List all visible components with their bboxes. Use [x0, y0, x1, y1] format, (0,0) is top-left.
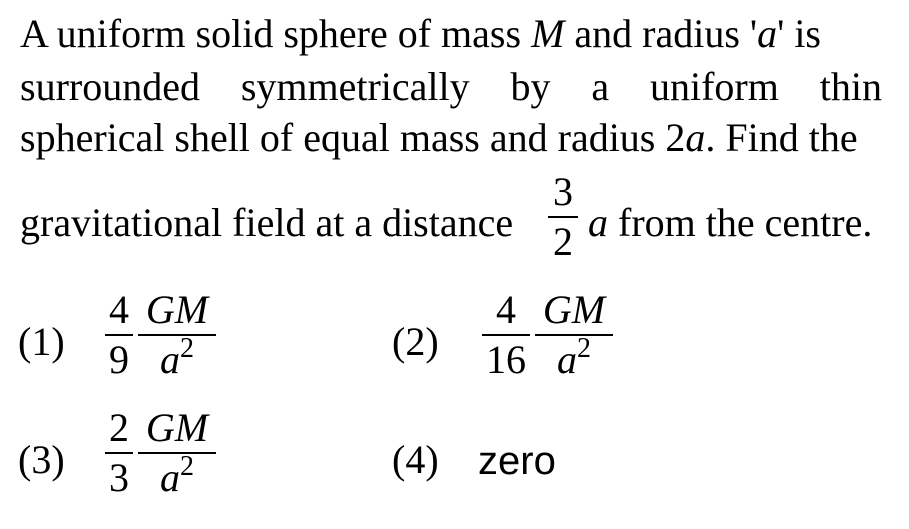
option-2-variable-fraction — [535, 287, 613, 382]
fraction-denominator: 2 — [553, 219, 573, 264]
fraction-bar — [482, 334, 530, 336]
question-word: surrounded — [20, 64, 200, 109]
question-word: by — [510, 64, 551, 109]
question-text: spherical shell of equal mass and radius 2 — [20, 115, 686, 160]
variable-denominator — [160, 451, 194, 500]
option-2-coefficient — [482, 287, 530, 382]
exponent: 2 — [180, 333, 194, 364]
variable-denominator — [557, 333, 591, 382]
question-text: ' is — [777, 11, 821, 56]
question-text: from the centre. — [618, 200, 873, 245]
option-1-variable-fraction — [138, 287, 216, 382]
option-3-variable-fraction — [138, 405, 216, 500]
question-text: gravitational field at a distance — [20, 200, 514, 245]
variable-a: a — [588, 200, 608, 245]
variable-denominator — [160, 333, 194, 382]
question-text: and radius ' — [574, 11, 758, 56]
question-word: uniform — [650, 64, 779, 109]
option-3-coefficient — [105, 405, 133, 500]
fraction-bar — [548, 216, 578, 218]
option-4-text[interactable]: zero — [478, 439, 556, 483]
fraction-bar — [535, 334, 613, 336]
coefficient-denominator: 16 — [486, 337, 526, 382]
variable-a: a — [160, 337, 180, 382]
option-1-label[interactable]: (1) — [18, 319, 65, 364]
option-3-label[interactable]: (3) — [18, 437, 65, 482]
coefficient-numerator: 4 — [496, 287, 516, 332]
question-word: symmetrically — [240, 64, 470, 109]
variable-numerator: GM — [145, 405, 209, 450]
question-line-1 — [20, 11, 882, 56]
coefficient-numerator: 4 — [109, 287, 129, 332]
question-text: A uniform solid sphere of mass — [20, 11, 522, 56]
question-line-4-end — [588, 200, 873, 245]
variable-a: a — [685, 115, 706, 160]
variable-numerator: GM — [542, 287, 606, 332]
variable-a: a — [757, 11, 778, 56]
question-line-2 — [20, 64, 882, 109]
fraction-bar — [105, 452, 133, 454]
fraction-numerator: 3 — [553, 169, 573, 214]
variable-a: a — [557, 337, 577, 382]
coefficient-denominator: 9 — [109, 337, 129, 382]
fraction-three-halves — [548, 169, 578, 264]
option-2-label[interactable]: (2) — [392, 319, 439, 364]
question-line-3 — [20, 115, 882, 160]
exponent: 2 — [180, 451, 194, 482]
fraction-bar — [138, 334, 216, 336]
variable-numerator: GM — [145, 287, 209, 332]
variable-a: a — [160, 455, 180, 500]
exponent: 2 — [577, 333, 591, 364]
fraction-bar — [105, 334, 133, 336]
fraction-bar — [138, 452, 216, 454]
option-4-label[interactable]: (4) — [392, 437, 439, 482]
option-1-coefficient — [105, 287, 133, 382]
question-word: thin — [819, 64, 882, 109]
variable-m: M — [531, 11, 565, 56]
coefficient-numerator: 2 — [109, 405, 129, 450]
question-word: a — [591, 64, 610, 109]
coefficient-denominator: 3 — [109, 455, 129, 500]
question-text: . Find the — [705, 115, 858, 160]
